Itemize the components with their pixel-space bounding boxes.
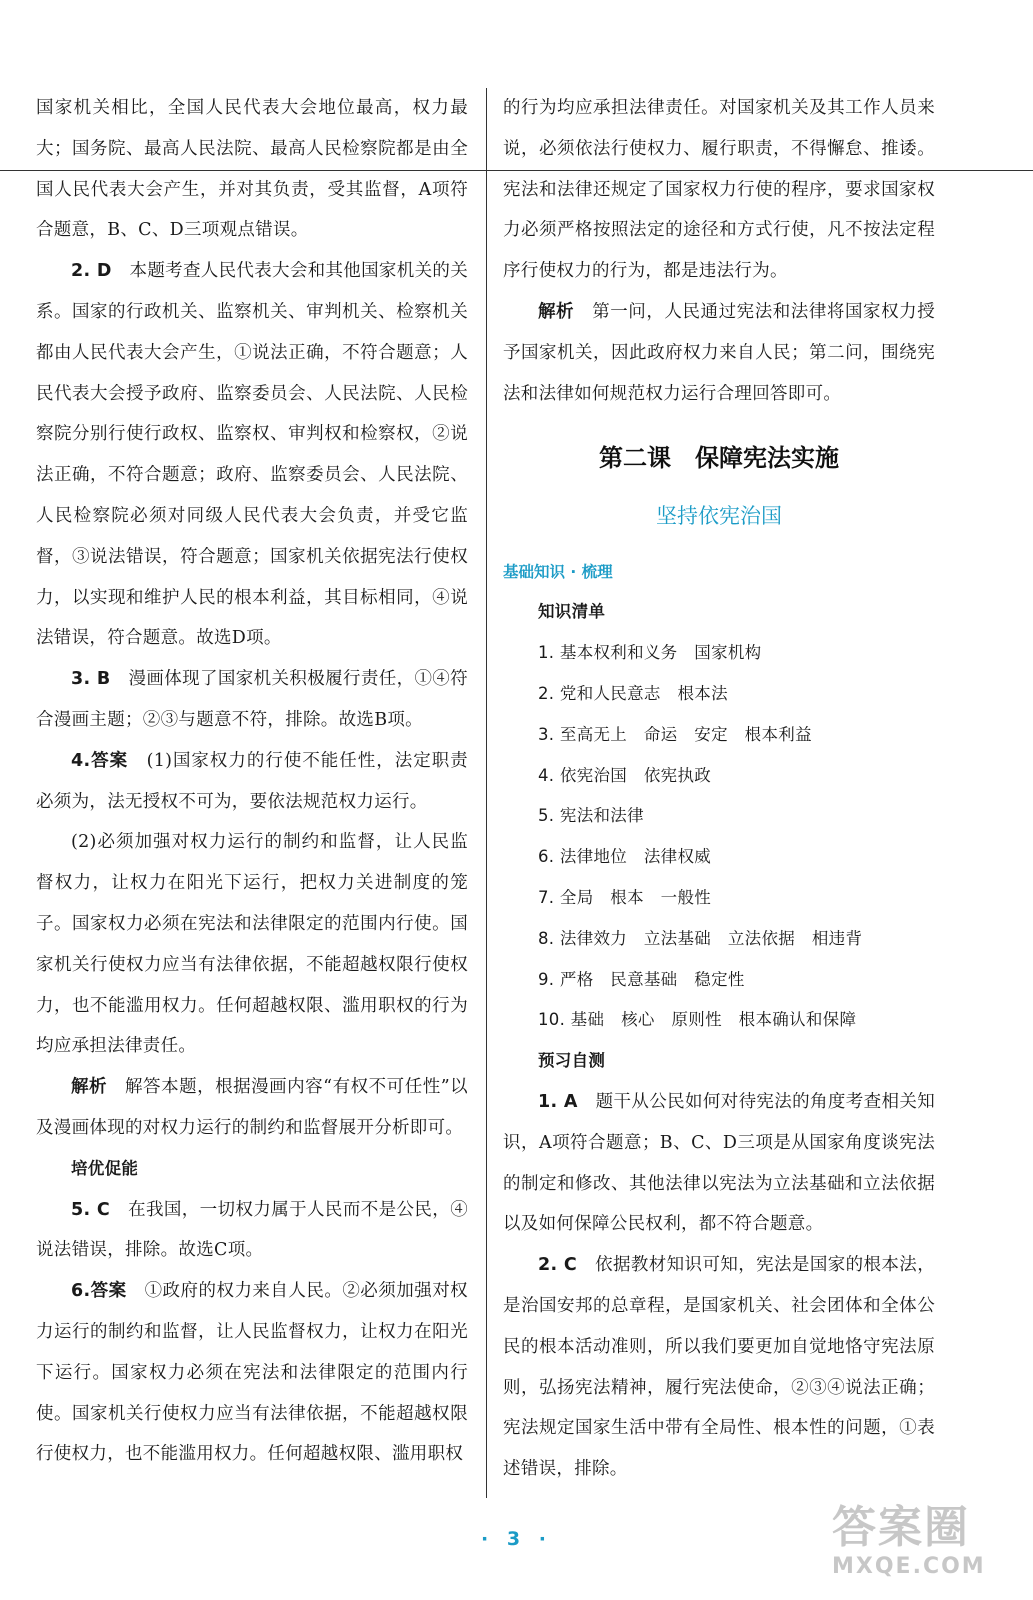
answer-3-number: 3. B bbox=[71, 669, 111, 690]
list-item: 7. 全局 根本 一般性 bbox=[538, 887, 712, 907]
answer-4-label: 答案 bbox=[90, 750, 129, 771]
answer-5 bbox=[36, 1190, 468, 1272]
list-item: 5. 宪法和法律 bbox=[538, 806, 644, 826]
analysis-text: 第一问，人民通过宪法和法律将国家权力授予国家机关，因此政府权力来自人民；第二问，围绕宪法和法律如何规范权力运行合理回答即可。 bbox=[503, 301, 935, 404]
answer-1-continued: 国家机关相比，全国人民代表大会地位最高，权力最大；国务院、最高人民法院、最高人民检察院都是由全国人民代表大会产生，并对其负责，受其监督，A项符合题意，B、C、D三项观点错误。 bbox=[36, 98, 468, 241]
list-item: 4. 依宪治国 依宪执政 bbox=[538, 765, 712, 785]
answer-5-number: 5. C bbox=[71, 1199, 111, 1220]
preview-test-heading: 预习自测 bbox=[538, 1051, 606, 1071]
analysis-label: 解析 bbox=[538, 301, 575, 322]
list-item: 8. 法律效力 立法基础 立法依据 相违背 bbox=[538, 928, 863, 948]
list-item: 1. 基本权利和义务 国家机构 bbox=[538, 643, 762, 663]
list-item: 9. 严格 民意基础 稳定性 bbox=[538, 969, 745, 989]
answer-3-text: 漫画体现了国家机关积极履行责任，①④符合漫画主题；②③与题意不符，排除。故选B项。 bbox=[36, 669, 468, 730]
watermark-text-top: 答案圈 bbox=[832, 1502, 970, 1553]
answer-5-text: 在我国，一切权力属于人民而不是公民，④说法错误，排除。故选C项。 bbox=[36, 1199, 468, 1261]
preview-answer-1-text: 题干从公民如何对待宪法的角度考查相关知识，A项符合题意；B、C、D三项是从国家角度谈宪法的制定和修改、其他法律以宪法为立法基础和立法依据以及如何保障公民权利，都不符合题意。 bbox=[503, 1091, 935, 1235]
answer-6-number: 6. bbox=[71, 1281, 91, 1302]
preview-answer-2 bbox=[503, 1245, 935, 1490]
answer-2-text: 本题考查人民代表大会和其他国家机关的关系。国家的行政机关、监察机关、审判机关、检察机关都由人民代表大会产生，①说法正确，不符合题意；人民代表大会授予政府、监察委员会、人民法院、人民检察院分别行使行政权、监察权、审判权和检察权，②说法正确，不符合题意；政府、监察委员会、人民法院、人民检察院必须对同级人民代表大会负责，并受它监督，③说法错误，符合题意；国家机关依据宪法行使权力，以实现和维护人民的根本利益，其目标相同，④说法错误，符合题意。故选D项。 bbox=[36, 261, 468, 649]
answer-4-number: 4. bbox=[71, 750, 91, 771]
answer-6-text: ①政府的权力来自人民。②必须加强对权力运行的制约和监督，让人民监督权力，让权力在阳光下运行。国家权力必须在宪法和法律限定的范围内行使。国家机关行使权力应当有法律依据，不能超越权限行使权力，也不能滥用权力。任何超越权限、滥用职权 bbox=[36, 1281, 468, 1465]
subsection-peiyou: 培优促能 bbox=[71, 1158, 139, 1178]
list-item: 10. 基础 核心 原则性 根本确认和保障 bbox=[538, 1010, 857, 1030]
answer-3 bbox=[36, 659, 468, 741]
list-item: 6. 法律地位 法律权威 bbox=[538, 847, 712, 867]
answer-4-analysis bbox=[36, 1067, 468, 1149]
answer-6 bbox=[36, 1271, 468, 1475]
list-item: 2. 党和人民意志 根本法 bbox=[538, 683, 728, 703]
preview-answer-2-text: 依据教材知识可知，宪法是国家的根本法，是治国安邦的总章程，是国家机关、社会团体和全体公民的根本活动准则，所以我们要更加自觉地恪守宪法原则，弘扬宪法精神，履行宪法使命，②③④说法正确；宪法规定国家生活中带有全局性、根本性的问题，①表述错误，排除。 bbox=[503, 1255, 935, 1480]
answer-4-text-1: (1)国家权力的行使不能任性，法定职责必须为，法无授权不可为，要依法规范权力运行。 bbox=[36, 750, 468, 812]
analysis-label: 解析 bbox=[71, 1077, 108, 1098]
page-number: · 3 · bbox=[481, 1528, 552, 1550]
answer-6-continued: 的行为均应承担法律责任。对国家机关及其工作人员来说，必须依法行使权力、履行职责，不得懈怠、推诿。宪法和法律还规定了国家权力行使的程序，要求国家权力必须严格按照法定的途径和方式行使，凡不按法定程序行使权力的行为，都是违法行为。 bbox=[503, 98, 935, 282]
basic-knowledge-heading: 基础知识 · 梳理 bbox=[503, 563, 613, 582]
analysis-text: 解答本题，根据漫画内容“有权不可任性”以及漫画体现的对权力运行的制约和监督展开分析即可。 bbox=[36, 1077, 468, 1138]
answer-2-number: 2. D bbox=[71, 261, 112, 282]
watermark-text-bottom: MXQE.COM bbox=[832, 1554, 986, 1579]
knowledge-list-heading: 知识清单 bbox=[538, 602, 606, 622]
section-title: 坚持依宪治国 bbox=[656, 504, 782, 529]
answer-4-part2: (2)必须加强对权力运行的制约和监督，让人民监督权力，让权力在阳光下运行，把权力关进制度的笼子。国家权力必须在宪法和法律限定的范围内行使。国家机关行使权力应当有法律依据，不能超越权限行使权力，也不能滥用权力。任何超越权限、滥用职权的行为均应承担法律责任。 bbox=[36, 832, 468, 1057]
preview-answer-2-number: 2. C bbox=[538, 1255, 578, 1276]
preview-answer-1-number: 1. A bbox=[538, 1091, 578, 1112]
right-column bbox=[503, 88, 935, 1490]
answer-2 bbox=[36, 251, 468, 659]
column-divider bbox=[486, 88, 487, 1498]
left-column bbox=[36, 88, 468, 1475]
preview-answer-1 bbox=[503, 1082, 935, 1245]
watermark-logo bbox=[832, 1502, 1012, 1592]
list-item: 3. 至高无上 命运 安定 根本利益 bbox=[538, 724, 812, 744]
lesson-title: 第二课 保障宪法实施 bbox=[599, 444, 839, 473]
knowledge-list bbox=[503, 633, 935, 1041]
answer-6-label: 答案 bbox=[90, 1281, 127, 1302]
answer-6-analysis bbox=[503, 292, 935, 414]
answer-4-part1 bbox=[36, 741, 468, 823]
